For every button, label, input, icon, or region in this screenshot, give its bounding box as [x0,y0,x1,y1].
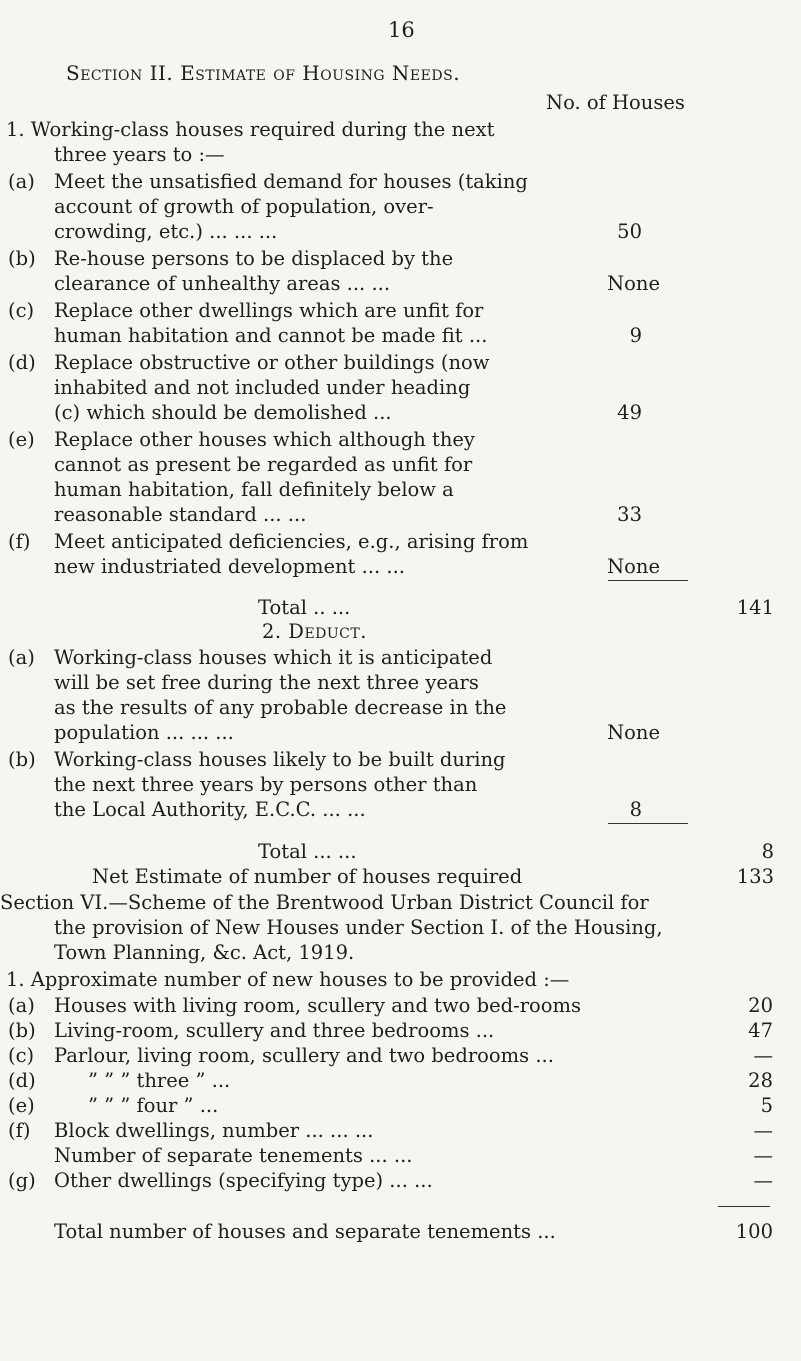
item-line: Re-house persons to be displaced by the [54,247,454,270]
deduct-total-value: 8 [761,840,774,863]
item-line: cannot as present be regarded as unfit for [54,453,473,476]
item-line: crowding, etc.) ... ... ... [54,220,278,243]
net-value: 133 [736,865,774,888]
row-letter: (d) [8,1069,36,1092]
section-heading: Section VI.—Scheme of the Brentwood Urban District Council for [0,891,649,914]
row-value: — [753,1044,773,1067]
item-value: 9 [629,324,642,347]
item-line: inhabited and not included under heading [54,376,471,399]
section-heading: the provision of New Houses under Section I. of the Housing, [54,916,663,939]
item-line: (c) which should be demolished ... [54,401,392,424]
item-line: human habitation, fall definitely below a [54,478,454,501]
deduct-rule [608,823,688,824]
section-heading: Town Planning, &c. Act, 1919. [54,941,355,964]
row-value: — [753,1169,773,1192]
item-line: Replace obstructive or other buildings (now [54,351,490,374]
item-line: Replace other dwellings which are unfit for [54,299,484,322]
row-letter: (e) [8,1094,35,1117]
grand-total-label: Total number of houses and separate tenements ... [54,1220,556,1243]
item-value: 49 [617,401,642,424]
item-1-line: 1. Approximate number of new houses to be provided :— [6,968,570,991]
item-letter: (e) [8,428,35,451]
deduct-line: the Local Authority, E.C.C. ... ... [54,798,366,821]
item-1-line: 1. Working-class houses required during the next [6,118,495,141]
item-line: Meet anticipated deficiencies, e.g., arising from [54,530,529,553]
deduct-line: as the results of any probable decrease in the [54,696,507,719]
row-value: 5 [760,1094,773,1117]
deduct-line: Working-class houses which it is anticipated [54,646,493,669]
row-label: Parlour, living room, scullery and two bedrooms ... [54,1044,554,1067]
item-letter: (b) [8,247,36,270]
row-letter: (a) [8,994,35,1017]
item-1-line: three years to :— [54,143,225,166]
row-label: Houses with living room, scullery and two bed-rooms [54,994,581,1017]
net-label: Net Estimate of number of houses required [92,865,523,888]
row-label: ” ” ” three ” ... [88,1069,231,1092]
item-value: 50 [617,220,642,243]
total-value: 141 [736,596,774,619]
row-label: Block dwellings, number ... ... ... [54,1119,374,1142]
item-line: clearance of unhealthy areas ... ... [54,272,391,295]
row-value: 20 [748,994,773,1017]
deduct-letter: (b) [8,748,36,771]
row-value: — [753,1119,773,1142]
row-value: — [753,1144,773,1167]
total-rule [718,1206,770,1207]
row-letter: (c) [8,1044,35,1067]
row-label: Number of separate tenements ... ... [54,1144,413,1167]
item-letter: (f) [8,530,31,553]
item-line: new industriated development ... ... [54,555,405,578]
item-line: human habitation and cannot be made fit ... [54,324,488,347]
row-letter: (b) [8,1019,36,1042]
section-heading: Section II. Estimate of Housing Needs. [66,61,461,85]
row-label: Other dwellings (specifying type) ... ... [54,1169,433,1192]
subtotal-rule [608,580,688,581]
item-value: 33 [617,503,642,526]
deduct-line: population ... ... ... [54,721,234,744]
deduct-value: None [607,721,660,744]
deduct-heading: 2. Deduct. [262,620,367,643]
item-letter: (c) [8,299,35,322]
item-line: Replace other houses which although they [54,428,475,451]
row-letter: (g) [8,1169,36,1192]
deduct-value: 8 [629,798,642,821]
item-line: account of growth of population, over- [54,195,434,218]
grand-total-value: 100 [735,1220,773,1243]
row-value: 28 [748,1069,773,1092]
item-value: None [607,272,660,295]
item-line: reasonable standard ... ... [54,503,307,526]
row-letter: (f) [8,1119,31,1142]
deduct-letter: (a) [8,646,35,669]
deduct-total-label: Total ... ... [258,840,357,863]
total-label: Total .. ... [258,596,351,619]
deduct-line: the next three years by persons other than [54,773,478,796]
deduct-line: will be set free during the next three years [54,671,479,694]
item-letter: (d) [8,351,36,374]
column-header: No. of Houses [546,91,685,114]
row-label: Living-room, scullery and three bedrooms ... [54,1019,495,1042]
item-letter: (a) [8,170,35,193]
deduct-line: Working-class houses likely to be built during [54,748,506,771]
item-line: Meet the unsatisfied demand for houses (taking [54,170,528,193]
row-value: 47 [748,1019,773,1042]
row-label: ” ” ” four ” ... [88,1094,219,1117]
item-value: None [607,555,660,578]
page-number: 16 [388,18,415,42]
